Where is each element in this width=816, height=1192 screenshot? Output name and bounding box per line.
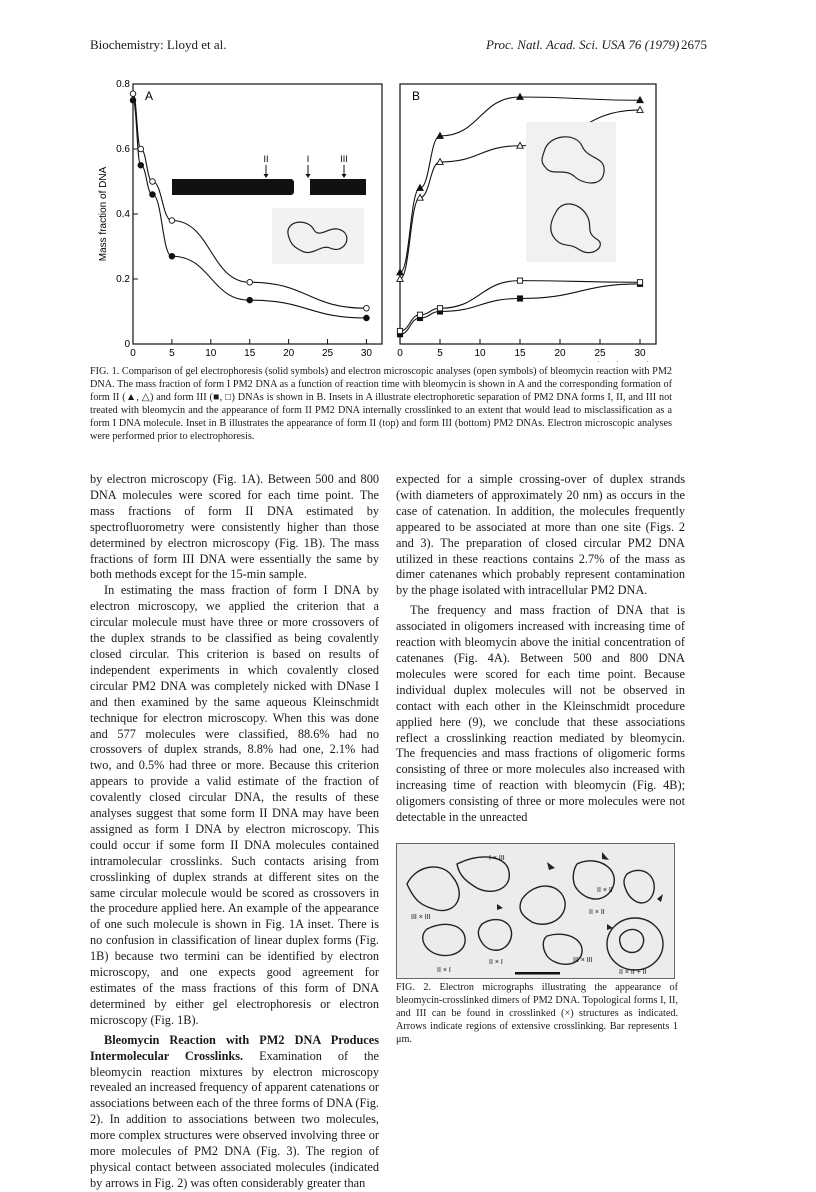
fig2-label: III × III <box>573 957 593 964</box>
panel-label: B <box>412 89 421 103</box>
gel-band <box>172 179 294 195</box>
y-tick-label: 0.2 <box>116 274 130 285</box>
data-point <box>169 218 175 224</box>
x-tick-label: 20 <box>554 348 566 359</box>
data-point <box>130 91 136 97</box>
x-tick-label: 25 <box>594 348 606 359</box>
panel-b <box>397 84 656 362</box>
figure-1 <box>86 72 674 362</box>
data-point <box>637 280 642 285</box>
running-head-authors: Biochemistry: Lloyd et al. <box>90 37 227 52</box>
data-point <box>364 305 370 311</box>
page-number: 2675 <box>681 37 707 52</box>
data-point <box>138 162 144 168</box>
panel-a <box>98 79 382 359</box>
section-paragraph <box>90 1033 379 1192</box>
em-inset <box>272 208 364 264</box>
gel-lane-label: III <box>340 154 348 164</box>
paragraph: by electron microscopy (Fig. 1A). Between 500 and 800 DNA molecules were scored for each time point. The mass fractions of form II DNA estimated by spectrofluorometry were consistently higher than those determined by electron microscopy (Fig. 1B). The mass fractions of form III DNA were essentially the same by both methods except for the 15-min sample. <box>90 472 379 582</box>
scale-bar <box>515 972 560 975</box>
data-point <box>417 312 422 317</box>
y-tick-label: 0.4 <box>116 209 130 220</box>
data-point <box>364 315 370 321</box>
x-tick-label: 15 <box>244 348 256 359</box>
data-point <box>517 278 522 283</box>
panel-label: A <box>145 89 154 103</box>
x-tick-label: 30 <box>360 348 372 359</box>
gel-lane-label: I <box>306 154 310 164</box>
fig2-label: III × III <box>411 914 431 921</box>
fig2-label: II × I <box>489 959 503 966</box>
fig2-label: II × II <box>589 909 605 916</box>
x-tick-label: 5 <box>169 348 175 359</box>
x-tick-label: 10 <box>474 348 486 359</box>
running-head-journal: Proc. Natl. Acad. Sci. USA 76 (1979) <box>486 37 680 52</box>
series-line <box>133 94 366 309</box>
data-point <box>517 296 522 301</box>
data-point <box>247 279 253 285</box>
section-heading: Bleomycin Reaction with PM2 DNA Produces Intermolecular Crosslinks. <box>90 1032 379 1063</box>
gel-arrow-head <box>264 174 269 178</box>
data-point <box>397 328 402 333</box>
x-tick-label: 30 <box>634 348 646 359</box>
paragraph: The frequency and mass fraction of DNA that is associated in oligomers increased with increasing time of reaction with bleomycin above the initial concentration of catenanes (Fig. 4A). Between 500 and 800 DNA molecules were scored for each time point. Because individual duplex molecules will not be observed in contact with each other in the Kleinschmidt procedure applied here (9), we conclude that these associations reflect a crosslinking reaction mediated by bleomycin. The frequencies and mass fractions of oligomeric forms consisting of three or more molecules also increased with increasing time of reaction with bleomycin (Fig. 4B); oligomers consisting of three or more molecules were not detectable in the unreacted <box>396 603 685 825</box>
gel-arrow-head <box>306 174 311 178</box>
fig2-label: I × III <box>489 855 505 862</box>
data-point <box>169 253 175 259</box>
y-tick-label: 0.8 <box>116 79 130 90</box>
x-tick-label: 20 <box>283 348 295 359</box>
x-tick-label: 0 <box>130 348 136 359</box>
data-point <box>150 179 156 185</box>
em-inset <box>526 122 616 262</box>
fig2-label: II × II + II <box>619 969 647 976</box>
fig2-label: II × I <box>437 967 451 974</box>
x-tick-label: 10 <box>205 348 217 359</box>
figure-1-caption: FIG. 1. Comparison of gel electrophoresis (solid symbols) and electron microscopic analyses (open symbols) of bleomycin reaction with PM2 DNA. The mass fraction of form I PM2 DNA as a function of reaction time with bleomycin is shown in A and the corresponding formation of form II (▲, △) and form III (■, □) DNAs is shown in B. Insets in A illustrate electrophoretic separation of PM2 DNA forms I, II, and III not treated with bleomycin and the appearance of form II PM2 DNA internally crosslinked to an extent that would lead to misclassification as a form I DNA molecule. Inset in B illustrates the appearance of form II (top) and form III (bottom) PM2 DNAs. Electron microscopic analyses were performed prior to electrophoresis. <box>90 366 672 442</box>
x-tick-label: 15 <box>514 348 526 359</box>
gel-gap <box>292 179 310 195</box>
body-column-left <box>90 472 379 1192</box>
gel-lane-label: II <box>263 154 269 164</box>
gel-band <box>310 179 366 195</box>
y-tick-label: 0.6 <box>116 144 130 155</box>
fig2-label: II × II <box>597 887 613 894</box>
x-axis-label <box>571 361 654 362</box>
y-tick-label: 0 <box>124 339 130 350</box>
body-column-right <box>396 472 685 826</box>
data-point <box>397 276 403 282</box>
data-point <box>150 192 156 198</box>
x-tick-label: 5 <box>437 348 443 359</box>
data-point <box>437 306 442 311</box>
section-text: Examination of the bleomycin reaction mixtures by electron microscopy revealed an increased frequency of apparent catenations or associations between each of the three forms of DNA (Fig. 2). In addition to associations between two molecules, more complex structures were observed involving three or more molecules of PM2 DNA (Fig. 3). The region of physical contact between associated molecules (indicated by arrows in Fig. 2) was often considerably greater than <box>90 1048 380 1190</box>
paragraph: expected for a simple crossing-over of duplex strands (with diameters of approximately 20 nm) as occurs in the case of catenation. In addition, the molecules frequently appeared to be associated at more than one site (Figs. 2 and 3). The preparation of closed circular PM2 DNA utilized in these reactions contains 2.7% of the mass as dimer catenanes which probably represent contamination by the phage isolated with intracellular PM2 DNA. <box>396 472 685 598</box>
figure-2-caption: FIG. 2. Electron micrographs illustrating the appearance of bleomycin-crosslinked dimers of PM2 DNA. Topological forms I, II, and III can be found in crosslinked (×) structures as indicated. Arrows indicate regions of extensive crosslinking. Bar represents 1 μm. <box>396 982 678 1045</box>
data-point <box>138 146 144 152</box>
data-point <box>247 297 253 303</box>
x-tick-label: 25 <box>321 348 334 359</box>
x-tick-label: 0 <box>397 348 403 359</box>
series-line <box>400 281 640 331</box>
paragraph: In estimating the mass fraction of form I DNA by electron microscopy, we applied the criterion that a circular molecule must have three or more crossovers of the duplex strands to be classified as being covalently closed circular. This criterion is based on results of independent experiments in which covalently closed circular PM2 DNA was completely nicked with DNase I and then examined by the same aqueous Kleinschmidt technique for electron microscopy. When this was done and 577 molecules were classified, 88.6% had no crossovers of duplex strands, 8.8% had one, 2.1% had two, and 0.5% had three or more. Because this criterion appears to provide a valid estimate of the fraction of covalently closed circular DNA, the results of these analyses suggest that some form II DNA may have been assigned as form I DNA by electron microscopy. This could occur if some form II DNA molecules contained intramolecular crosslinks. Such contacts arising from crosslinking of duplex strands at different sites on the same circular molecule would be scored as crossovers in the procedure applied here. An example of the appearance of one such molecule is shown in Fig. 1A inset. There is no confusion in classification of linear duplex forms (Fig. 1B) because two termini can be identified by electron microscopy, and one expects good agreement for estimates of the mass fractions of this form of DNA determined by either gel electrophoresis or electron microscopy (Fig. 1B). <box>90 583 379 1027</box>
figure-2-micrograph <box>396 843 675 979</box>
gel-arrow-head <box>342 174 347 178</box>
y-axis-label: Mass fraction of DNA <box>98 166 109 262</box>
